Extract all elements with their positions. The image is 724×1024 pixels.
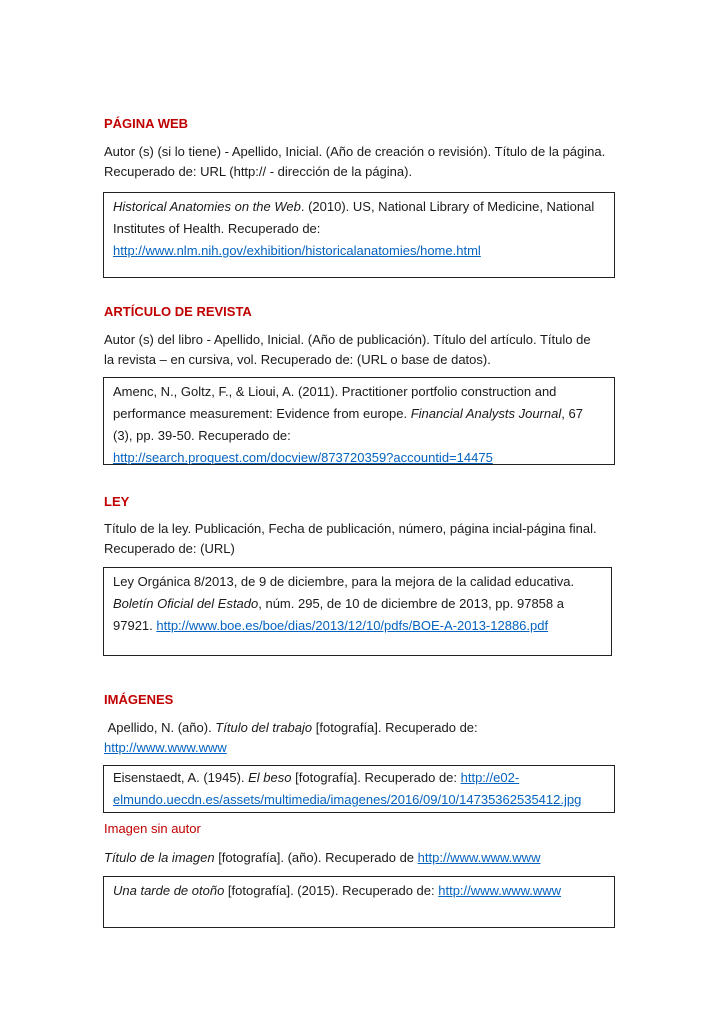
article-format — [104, 330, 591, 370]
images-no-author-format-title: Título de la imagen — [104, 850, 215, 865]
images-no-author-heading: Imagen sin autor — [104, 821, 201, 836]
images-no-author-format — [104, 848, 540, 868]
images-no-author-format-post: [fotografía]. (año). Recuperado de — [214, 850, 418, 865]
law-example-link[interactable]: http://www.boe.es/boe/dias/2013/12/10/pdfs/BOE-A-2013-12886.pdf — [156, 618, 549, 633]
images-no-author-example-title: Una tarde de otoño — [113, 883, 225, 898]
article-example-line2: performance measurement: Evidence from europe. — [113, 406, 411, 421]
web-example-box — [103, 192, 615, 278]
images-no-author-example-post: [fotografía]. (2015). Recuperado de: — [224, 883, 439, 898]
article-example-box — [103, 377, 615, 465]
article-example-line1: Amenc, N., Goltz, F., & Lioui, A. (2011). Practitioner portfolio construction and — [113, 384, 557, 399]
images-example-title: El beso — [248, 770, 292, 785]
images-example-box — [103, 765, 615, 813]
images-format-title: Título del trabajo — [215, 720, 313, 735]
images-no-author-format-link[interactable]: http://www.www.www — [417, 850, 541, 865]
law-format-line1: Título de la ley. Publicación, Fecha de publicación, número, página incial-página final. — [104, 521, 597, 536]
images-format — [104, 718, 478, 758]
section-heading-images: IMÁGENES — [104, 692, 174, 707]
images-example-post: [fotografía]. Recuperado de: — [291, 770, 461, 785]
law-format — [104, 519, 597, 559]
section-heading-law: LEY — [104, 494, 130, 509]
article-format-line2: la revista – en cursiva, vol. Recuperado de: (URL o base de datos). — [104, 352, 491, 367]
law-example-line3: 97921. — [113, 618, 157, 633]
law-example-box — [103, 567, 612, 656]
law-example-publication: Boletín Oficial del Estado — [113, 596, 259, 611]
law-format-line2: Recuperado de: (URL) — [104, 541, 235, 556]
images-format-post: [fotografía]. Recuperado de: — [312, 720, 478, 735]
images-no-author-example-link[interactable]: http://www.www.www — [438, 883, 562, 898]
web-example-rest1: . (2010). US, National Library of Medicine, National — [300, 199, 595, 214]
section-heading-article: ARTÍCULO DE REVISTA — [104, 304, 252, 319]
article-example-line2-post: , 67 — [561, 406, 583, 421]
article-example-journal: Financial Analysts Journal — [410, 406, 562, 421]
web-format-line2: Recuperado de: URL (http:// - dirección de la página). — [104, 164, 413, 179]
images-example-link[interactable]: http://e02- — [460, 770, 520, 785]
web-format-line1: Autor (s) (si lo tiene) - Apellido, Inicial. (Año de creación o revisión). Título de la página. — [104, 144, 606, 159]
images-format-pre: Apellido, N. (año). — [107, 720, 216, 735]
web-format — [104, 142, 605, 182]
article-example-line3: (3), pp. 39-50. Recuperado de: — [113, 428, 291, 443]
web-example-rest2: Institutes of Health. Recuperado de: — [113, 221, 321, 236]
web-example-link[interactable]: http://www.nlm.nih.gov/exhibition/historicalanatomies/home.html — [113, 243, 481, 258]
law-example-line2-post: , núm. 295, de 10 de diciembre de 2013, pp. 97858 a — [258, 596, 564, 611]
article-format-line1: Autor (s) del libro - Apellido, Inicial. (Año de publicación). Título del artículo. Título de — [104, 332, 591, 347]
images-example-pre: Eisenstaedt, A. (1945). — [113, 770, 249, 785]
web-example-title: Historical Anatomies on the Web — [113, 199, 301, 214]
images-no-author-example-box — [103, 876, 615, 928]
images-example-link-cont[interactable]: elmundo.uecdn.es/assets/multimedia/imagenes/2016/09/10/14735362535412.jpg — [113, 792, 582, 807]
article-example-link[interactable]: http://search.proquest.com/docview/873720359?accountid=14475 — [113, 450, 493, 465]
law-example-line1: Ley Orgánica 8/2013, de 9 de diciembre, para la mejora de la calidad educativa. — [113, 574, 575, 589]
section-heading-web: PÁGINA WEB — [104, 116, 189, 131]
images-format-link[interactable]: http://www.www.www — [104, 740, 227, 755]
